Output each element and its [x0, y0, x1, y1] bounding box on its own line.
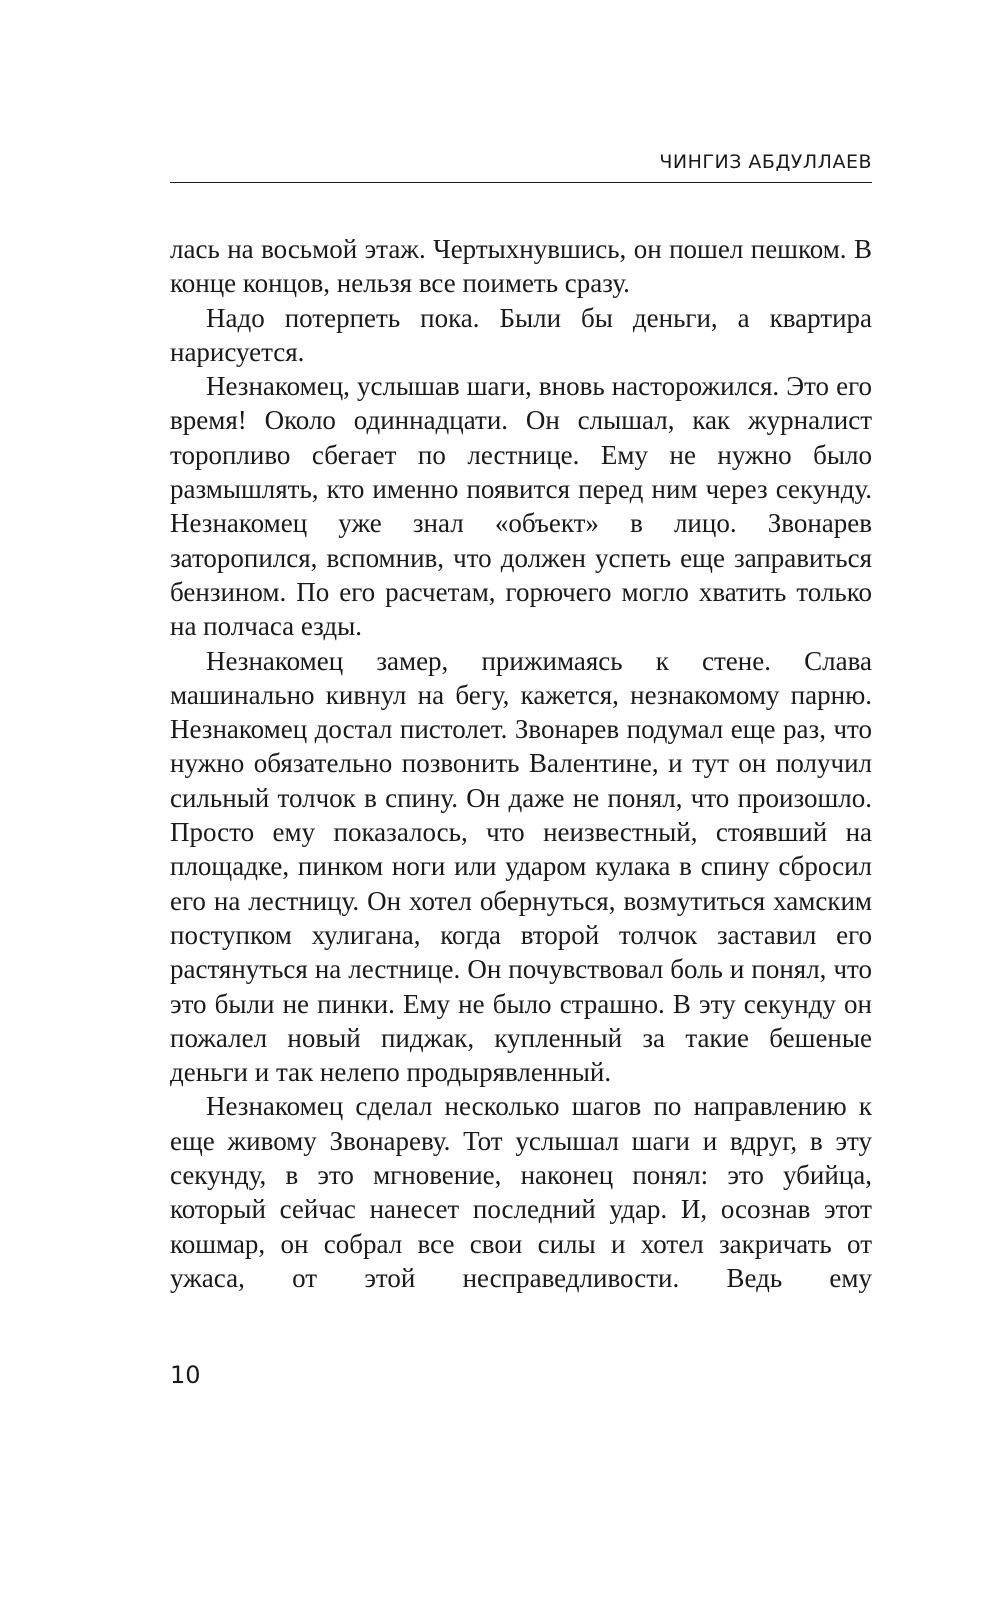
running-header-author: ЧИНГИЗ АБДУЛЛАЕВ: [659, 151, 872, 173]
page-body: [170, 232, 872, 1295]
paragraph: Незнакомец замер, прижимаясь к стене. Слава машинально кивнул на бегу, кажется, незнакомому парню. Незнакомец достал пистолет. Звонарев подумал еще раз, что нужно обязательно позвонить Валентине, и тут он получил сильный толчок в спину. Он даже не понял, что произошло. Просто ему показалось, что неизвестный, стоявший на площадке, пинком ноги или ударом кулака в спину сбросил его на лестницу. Он хотел обернуться, возмутиться хамским поступком хулигана, когда второй толчок заставил его растянуться на лестнице. Он почувствовал боль и понял, что это были не пинки. Ему не было страшно. В эту секунду он пожалел новый пиджак, купленный за такие бешеные деньги и так нелепо продырявленный.: [170, 645, 872, 1088]
page-number: 10: [170, 1361, 201, 1389]
paragraph: Незнакомец, услышав шаги, вновь насторожился. Это его время! Около одиннадцати. Он слышал, как журналист торопливо сбегает по лестнице. Ему не нужно было размышлять, кто именно появится перед ним через секунду. Незнакомец уже знал «объект» в лицо. Звонарев заторопился, вспомнив, что должен успеть еще заправиться бензином. По его расчетам, горючего могло хватить только на полчаса езды.: [170, 371, 872, 642]
paragraph: Надо потерпеть пока. Были бы деньги, а квартира нарисуется.: [170, 302, 872, 367]
paragraph: Незнакомец сделал несколько шагов по направлению к еще живому Звонареву. Тот услышал шаги и вдруг, в эту секунду, в это мгновение, наконец понял: это убийца, который сейчас нанесет последний удар. И, осознав этот кошмар, он собрал все свои силы и хотел закричать от ужаса, от этой несправедливости. Ведь ему: [170, 1091, 872, 1293]
header-rule: [170, 182, 872, 183]
paragraph-continuation: лась на восьмой этаж. Чертыхнувшись, он пошел пешком. В конце концов, нельзя все поиметь сразу.: [170, 234, 872, 299]
